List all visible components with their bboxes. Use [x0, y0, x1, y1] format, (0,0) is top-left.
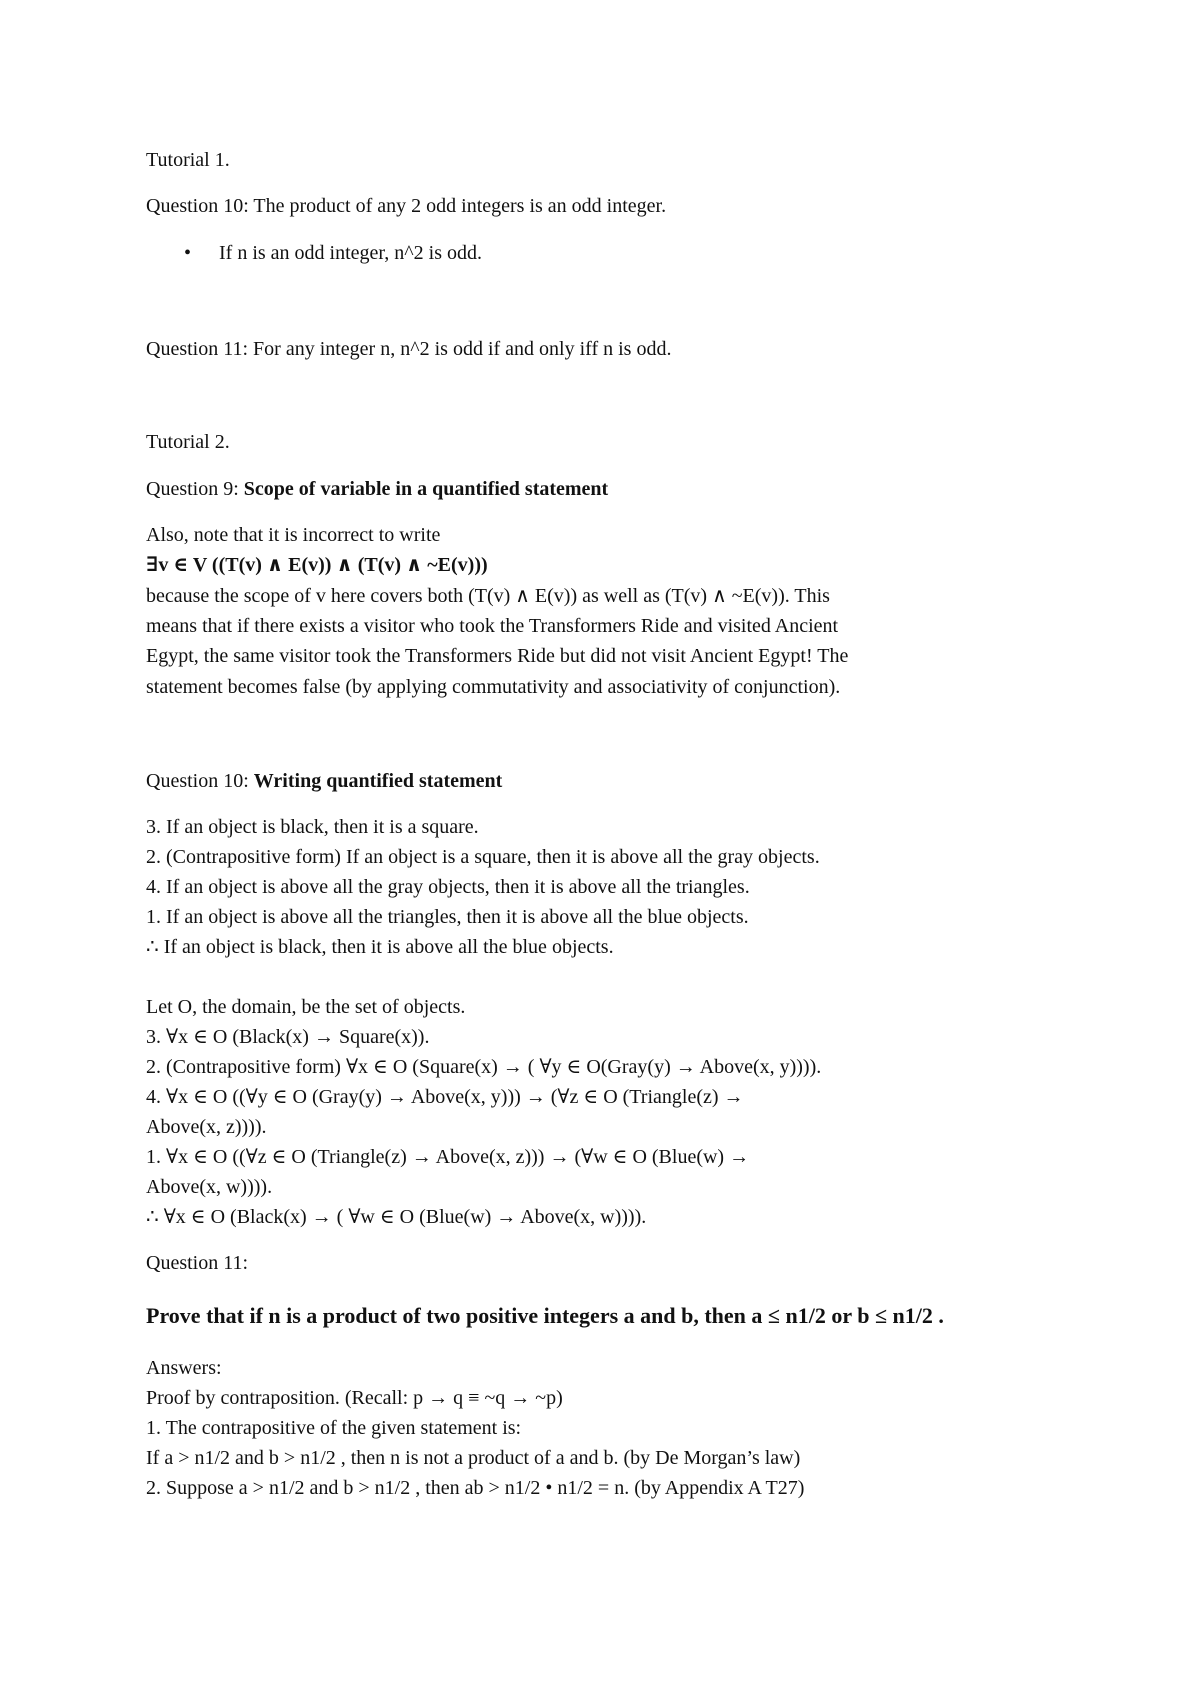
q9-line: Also, note that it is incorrect to write [146, 524, 441, 546]
question-prefix: Question 9: [146, 478, 244, 500]
t1-question-10: Question 10: The product of any 2 odd integers is an odd integer. [146, 195, 667, 217]
bullet-icon: • [184, 242, 192, 264]
answer-line: 2. Suppose a > n1/2 and b > n1/2 , then ab > n1/2 • n1/2 = n. (by Appendix A T27) [146, 1477, 805, 1499]
t2-question-11-heading: Question 11: [146, 1252, 249, 1274]
formal-line: Above(x, w)))). [146, 1176, 273, 1198]
formal-line: Above(x, z)))). [146, 1116, 267, 1138]
q9-formula: ∃v ∈ V ((T(v) ∧ E(v)) ∧ (T(v) ∧ ~E(v))) [146, 554, 488, 576]
t2-question-9-heading [146, 476, 608, 502]
q9-line: because the scope of v here covers both (T(v) ∧ E(v)) as well as (T(v) ∧ ~E(v)). This [146, 585, 830, 607]
formal-line: ∴ ∀x ∈ O (Black(x) → ( ∀w ∈ O (Blue(w) → Above(x, w)))). [146, 1206, 647, 1228]
q9-line: means that if there exists a visitor who took the Transformers Ride and visited Ancient [146, 615, 839, 637]
t1-question-11: Question 11: For any integer n, n^2 is odd if and only iff n is odd. [146, 338, 672, 360]
formal-line: Let O, the domain, be the set of objects. [146, 996, 466, 1018]
formal-line: 2. (Contrapositive form) ∀x ∈ O (Square(x) → ( ∀y ∈ O(Gray(y) → Above(x, y)))). [146, 1056, 822, 1078]
premise-line: 1. If an object is above all the triangles, then it is above all the blue objects. [146, 906, 749, 928]
formal-line: 1. ∀x ∈ O ((∀z ∈ O (Triangle(z) → Above(x, z))) → (∀w ∈ O (Blue(w) → [146, 1146, 750, 1168]
tutorial-1-heading: Tutorial 1. [146, 149, 230, 171]
q9-line: Egypt, the same visitor took the Transformers Ride but did not visit Ancient Egypt! The [146, 645, 849, 667]
premise-line: 3. If an object is black, then it is a square. [146, 816, 479, 838]
question-prefix: Question 10: [146, 770, 254, 792]
q9-line: statement becomes false (by applying commutativity and associativity of conjunction). [146, 676, 841, 698]
question-title: Writing quantified statement [253, 770, 503, 792]
answer-line: Proof by contraposition. (Recall: p → q ≡ ~q → ~p) [146, 1387, 563, 1409]
t1-question-10-bullet: If n is an odd integer, n^2 is odd. [219, 242, 482, 264]
premise-line: 2. (Contrapositive form) If an object is a square, then it is above all the gray objects. [146, 846, 820, 868]
question-title: Scope of variable in a quantified statement [243, 478, 609, 500]
formal-line: 3. ∀x ∈ O (Black(x) → Square(x)). [146, 1026, 430, 1048]
t2-question-10-heading [146, 768, 502, 794]
tutorial-2-heading: Tutorial 2. [146, 431, 230, 453]
conclusion-line: ∴ If an object is black, then it is above all the blue objects. [146, 936, 614, 958]
answer-line: 1. The contrapositive of the given statement is: [146, 1417, 522, 1439]
answer-line: If a > n1/2 and b > n1/2 , then n is not a product of a and b. (by De Morgan’s law) [146, 1447, 801, 1469]
formal-line: 4. ∀x ∈ O ((∀y ∈ O (Gray(y) → Above(x, y))) → (∀z ∈ O (Triangle(z) → [146, 1086, 744, 1108]
premise-line: 4. If an object is above all the gray objects, then it is above all the triangles. [146, 876, 750, 898]
q11-statement: Prove that if n is a product of two positive integers a and b, then a ≤ n1/2 or b ≤ n1/2 . [146, 1303, 944, 1328]
answer-line: Answers: [146, 1357, 222, 1379]
